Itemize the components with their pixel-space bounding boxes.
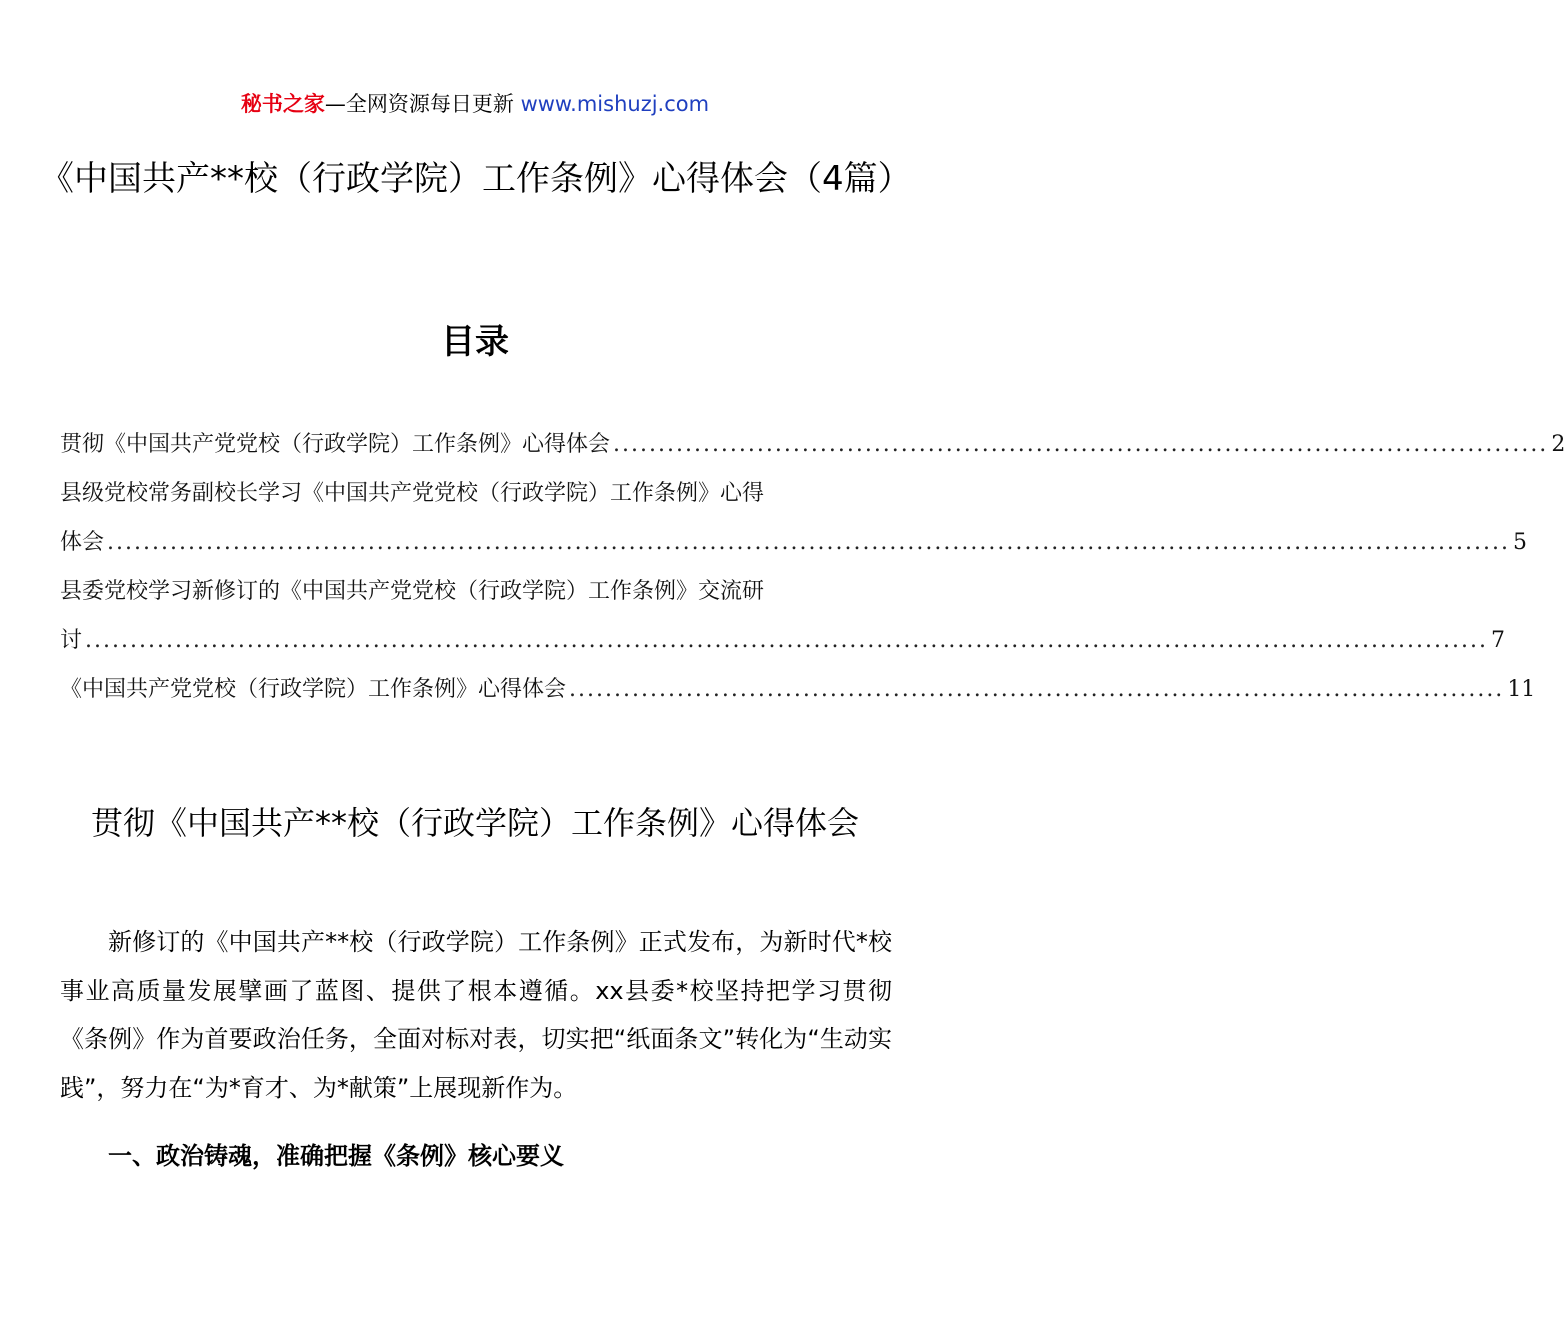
toc-page-number: 5 xyxy=(1512,530,1527,555)
section-subheading: 一、政治铸魂，准确把握《条例》核心要义 xyxy=(108,1142,564,1170)
toc-heading: 目录 xyxy=(441,322,509,362)
section-title: 贯彻《中国共产**校（行政学院）工作条例》心得体会 xyxy=(90,804,859,842)
body-paragraph: 新修订的《中国共产**校（行政学院）工作条例》正式发布，为新时代*校事业高质量发展擘画了蓝图、提供了根本遵循。xx县委*校坚持把学习贯彻《条例》作为首要政治任务，全面对标对表，切实把“纸面条文”转化为“生动实践”，努力在“为*育才、为*献策”上展现新作为。 xyxy=(60,928,892,1102)
tagline: —全网资源每日更新 xyxy=(324,92,521,116)
toc-entry-text-cont: 体会 xyxy=(60,530,105,555)
toc-entry-3[interactable] xyxy=(60,567,1505,665)
toc-page-number: 2 xyxy=(1551,432,1565,457)
table-of-contents xyxy=(60,420,1565,714)
toc-entry-text: 县委党校学习新修订的《中国共产党党校（行政学院）工作条例》交流研 xyxy=(60,579,765,604)
toc-entry-2[interactable] xyxy=(60,469,1527,567)
toc-page-number: 7 xyxy=(1490,628,1505,653)
site-header xyxy=(0,88,950,120)
toc-leader-dots: ........................................................................................................ xyxy=(569,677,1505,702)
brand-name: 秘书之家 xyxy=(240,92,325,116)
toc-entry-text-cont: 讨 xyxy=(60,628,83,653)
toc-entry-1[interactable] xyxy=(60,420,1565,469)
toc-leader-dots: ............................................................................................................................................................ xyxy=(85,628,1488,653)
document-title: 《中国共产**校（行政学院）工作条例》心得体会（4篇） xyxy=(40,159,912,199)
toc-entry-text: 《中国共产党党校（行政学院）工作条例》心得体会 xyxy=(60,677,567,702)
toc-leader-dots: ........................................................................................................ xyxy=(613,432,1549,457)
toc-entry-text: 县级党校常务副校长学习《中国共产党党校（行政学院）工作条例》心得 xyxy=(60,481,765,506)
toc-entry-4[interactable] xyxy=(60,665,1536,714)
toc-page-number: 11 xyxy=(1507,677,1536,702)
toc-entry-text: 贯彻《中国共产党党校（行政学院）工作条例》心得体会 xyxy=(60,432,611,457)
site-url-link[interactable]: www.mishuzj.com xyxy=(520,92,710,116)
toc-leader-dots: ............................................................................................................................................................ xyxy=(107,530,1510,555)
